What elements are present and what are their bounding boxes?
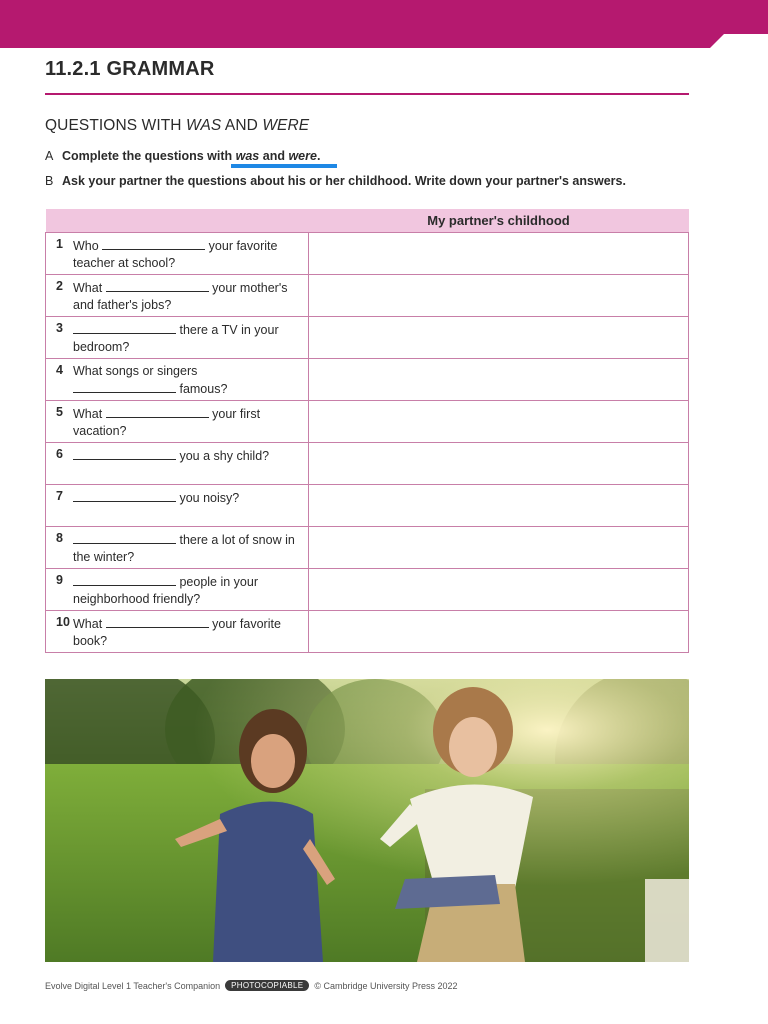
question-after: your favorite teacher at school? (73, 239, 278, 270)
instruction-a-was: was (235, 149, 260, 163)
question-after: people in your neighborhood friendly? (73, 575, 259, 606)
footer-publication: Evolve Digital Level 1 Teacher's Companion (45, 980, 221, 991)
question-after: famous? (176, 382, 228, 396)
question-text (73, 237, 302, 272)
instruction-a-prefix: Complete the questions with (62, 149, 236, 163)
page-title: 11.2.1 GRAMMAR (45, 58, 215, 80)
question-wrap (50, 531, 302, 566)
question-text (73, 405, 302, 440)
question-wrap (50, 573, 302, 608)
instruction-a-and: and (259, 149, 289, 163)
question-number: 9 (56, 573, 63, 587)
question-cell (46, 275, 309, 317)
question-text (73, 279, 302, 314)
questions-column-header (46, 209, 309, 233)
question-number: 2 (56, 279, 63, 293)
question-cell (46, 569, 309, 611)
partner-answer-cell[interactable] (309, 317, 689, 359)
photocopiable-badge: PHOTOCOPIABLE (225, 980, 309, 991)
instruction-b (45, 174, 626, 188)
question-after: you noisy? (176, 491, 240, 505)
title-divider (45, 93, 689, 95)
heading-prefix: QUESTIONS WITH (45, 117, 186, 134)
question-number: 8 (56, 531, 63, 545)
question-wrap (50, 489, 302, 507)
answer-blank[interactable] (106, 405, 209, 418)
partner-answer-cell[interactable] (309, 443, 689, 485)
partner-answer-cell[interactable] (309, 569, 689, 611)
partner-answer-cell[interactable] (309, 611, 689, 653)
question-after: there a lot of snow in the winter? (73, 533, 295, 564)
partner-answer-cell[interactable] (309, 401, 689, 443)
question-text (73, 531, 302, 566)
instruction-letter: B (45, 174, 54, 188)
questions-table (45, 209, 689, 653)
partner-answer-cell[interactable] (309, 485, 689, 527)
question-text (73, 489, 302, 507)
answer-blank[interactable] (73, 321, 176, 334)
question-text (73, 321, 302, 356)
question-number: 4 (56, 363, 63, 377)
question-number: 3 (56, 321, 63, 335)
section-heading (45, 117, 309, 135)
children-running-photo (45, 679, 689, 962)
table-row (46, 611, 689, 653)
question-cell (46, 443, 309, 485)
question-wrap (50, 447, 302, 465)
table-row (46, 485, 689, 527)
question-number: 1 (56, 237, 63, 251)
page-footer (45, 980, 458, 991)
answer-blank[interactable] (73, 531, 176, 544)
question-text (73, 363, 302, 398)
question-cell (46, 527, 309, 569)
answer-blank[interactable] (73, 573, 176, 586)
table-row (46, 401, 689, 443)
top-banner (0, 0, 768, 48)
instruction-a-were: were (288, 149, 317, 163)
question-text (73, 615, 302, 650)
heading-and: AND (221, 117, 263, 134)
question-cell (46, 401, 309, 443)
table-row (46, 443, 689, 485)
table-row (46, 233, 689, 275)
question-wrap (50, 237, 302, 272)
question-cell (46, 317, 309, 359)
question-after: your favorite book? (73, 617, 281, 648)
answer-blank[interactable] (106, 615, 209, 628)
partner-answer-cell[interactable] (309, 233, 689, 275)
question-wrap (50, 321, 302, 356)
partner-answer-cell[interactable] (309, 527, 689, 569)
partner-answer-cell[interactable] (309, 359, 689, 401)
instruction-a (45, 149, 320, 163)
question-cell (46, 233, 309, 275)
question-cell (46, 611, 309, 653)
instruction-letter: A (45, 149, 54, 163)
table-header-row (46, 209, 689, 233)
question-after: there a TV in your bedroom? (73, 323, 279, 354)
question-after: your mother's and father's jobs? (73, 281, 288, 312)
question-wrap (50, 363, 302, 398)
question-cell (46, 359, 309, 401)
table-row (46, 317, 689, 359)
table-row (46, 275, 689, 317)
photo-illustration (45, 679, 689, 962)
question-number: 10 (56, 615, 70, 629)
table-row (46, 569, 689, 611)
question-before: What (73, 281, 106, 295)
question-before: What (73, 617, 106, 631)
instruction-text (62, 149, 320, 163)
question-number: 5 (56, 405, 63, 419)
instruction-text: Ask your partner the questions about his or her childhood. Write down your partner's answers. (62, 174, 626, 188)
partner-answer-cell[interactable] (309, 275, 689, 317)
instruction-a-end: . (316, 149, 321, 163)
answer-blank[interactable] (102, 237, 205, 250)
table-row (46, 527, 689, 569)
question-before: Who (73, 239, 103, 253)
question-after: you a shy child? (176, 449, 270, 463)
answer-blank[interactable] (73, 447, 176, 460)
question-wrap (50, 279, 302, 314)
answer-blank[interactable] (73, 489, 176, 502)
question-number: 7 (56, 489, 63, 503)
footer-copyright: © Cambridge University Press 2022 (314, 980, 458, 991)
question-before: What songs or singers (73, 364, 198, 378)
text-highlight-underline (231, 164, 337, 168)
question-wrap (50, 615, 302, 650)
question-before: What (73, 407, 106, 421)
question-cell (46, 485, 309, 527)
answer-blank[interactable] (106, 279, 209, 292)
partner-column-header: My partner's childhood (309, 209, 689, 233)
answer-blank[interactable] (73, 380, 176, 393)
question-after: your first vacation? (73, 407, 261, 438)
table-row (46, 359, 689, 401)
question-text (73, 447, 302, 465)
question-number: 6 (56, 447, 63, 461)
question-text (73, 573, 302, 608)
heading-was: WAS (186, 117, 222, 134)
question-wrap (50, 405, 302, 440)
heading-were: WERE (262, 117, 310, 134)
